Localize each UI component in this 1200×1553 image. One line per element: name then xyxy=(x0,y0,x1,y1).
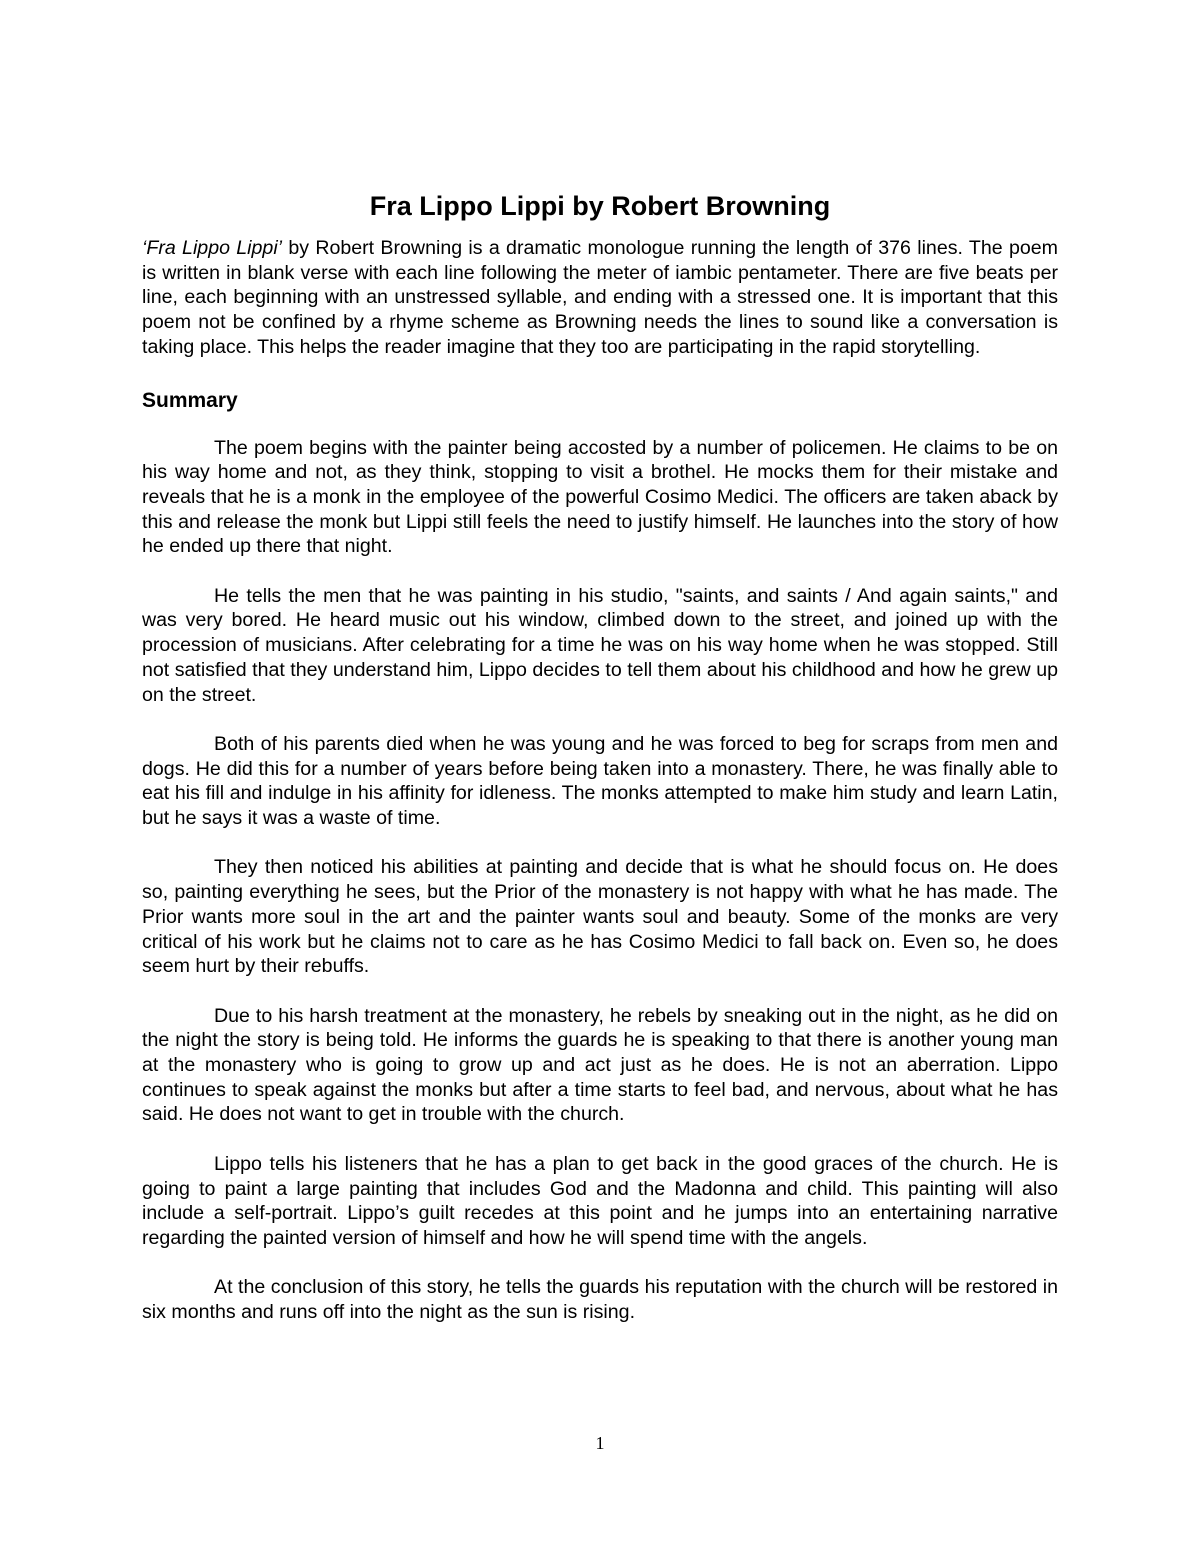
poem-title-italic: ‘Fra Lippo Lippi’ xyxy=(142,237,283,259)
summary-paragraph-7: At the conclusion of this story, he tells the guards his reputation with the church will be restored in six months and runs off into the night as the sun is rising. xyxy=(142,1276,1058,1324)
summary-paragraph-3: Both of his parents died when he was young and he was forced to beg for scraps from men and dogs. He did this for a number of years before being taken into a monastery. There, he was finally able to eat his fill and indulge in his affinity for idleness. The monks attempted to make him study and learn Latin, but he says it was a waste of time. xyxy=(142,732,1058,830)
summary-heading: Summary xyxy=(142,388,238,412)
summary-paragraph-1: The poem begins with the painter being accosted by a number of policemen. He claims to be on his way home and not, as they think, stopping to visit a brothel. He mocks them for their mistake and reveals that he is a monk in the employee of the powerful Cosimo Medici. The officers are taken aback by this and release the monk but Lippi still feels the need to justify himself. He launches into the story of how he ended up there that night. xyxy=(142,436,1058,558)
summary-paragraph-2: He tells the men that he was painting in his studio, "saints, and saints / And again saints," and was very bored. He heard music out his window, climbed down to the street, and joined up with the procession of musicians. After celebrating for a time he was on his way home when he was stopped. Still not satisfied that they understand him, Lippo decides to tell them about his childhood and how he grew up on the street. xyxy=(142,584,1058,706)
summary-paragraph-5: Due to his harsh treatment at the monastery, he rebels by sneaking out in the night, as he did on the night the story is being told. He informs the guards he is speaking to that there is another young man at the monastery who is going to grow up and act just as he does. He is not an aberration. Lippo continues to speak against the monks but after a time starts to feel bad, and nervous, about what he has said. He does not want to get in trouble with the church. xyxy=(142,1004,1058,1126)
document-title: Fra Lippo Lippi by Robert Browning xyxy=(369,191,831,221)
intro-paragraph xyxy=(142,236,1058,360)
intro-text: by Robert Browning is a dramatic monologue running the length of 376 lines. The poem is written in blank verse with each line following the meter of iambic pentameter. There are five beats per line, each beginning with an unstressed syllable, and ending with a stressed one. It is important that this poem not be confined by a rhyme scheme as Browning needs the lines to sound like a conversation is taking place. This helps the reader imagine that they too are participating in the rapid storytelling. xyxy=(142,237,1058,358)
document-page xyxy=(142,186,1058,1349)
summary-paragraph-4: They then noticed his abilities at painting and decide that is what he should focus on. He does so, painting everything he sees, but the Prior of the monastery is not happy with what he has made. The Prior wants more soul in the art and the painter wants soul and beauty. Some of the monks are very critical of his work but he claims not to care as he has Cosimo Medici to fall back on. Even so, he does seem hurt by their rebuffs. xyxy=(142,856,1058,978)
summary-paragraph-6: Lippo tells his listeners that he has a plan to get back in the good graces of the church. He is going to paint a large painting that includes God and the Madonna and child. This painting will also include a self-portrait. Lippo’s guilt recedes at this point and he jumps into an entertaining narrative regarding the painted version of himself and how he will spend time with the angels. xyxy=(142,1152,1058,1249)
page-number: 1 xyxy=(595,1433,605,1453)
